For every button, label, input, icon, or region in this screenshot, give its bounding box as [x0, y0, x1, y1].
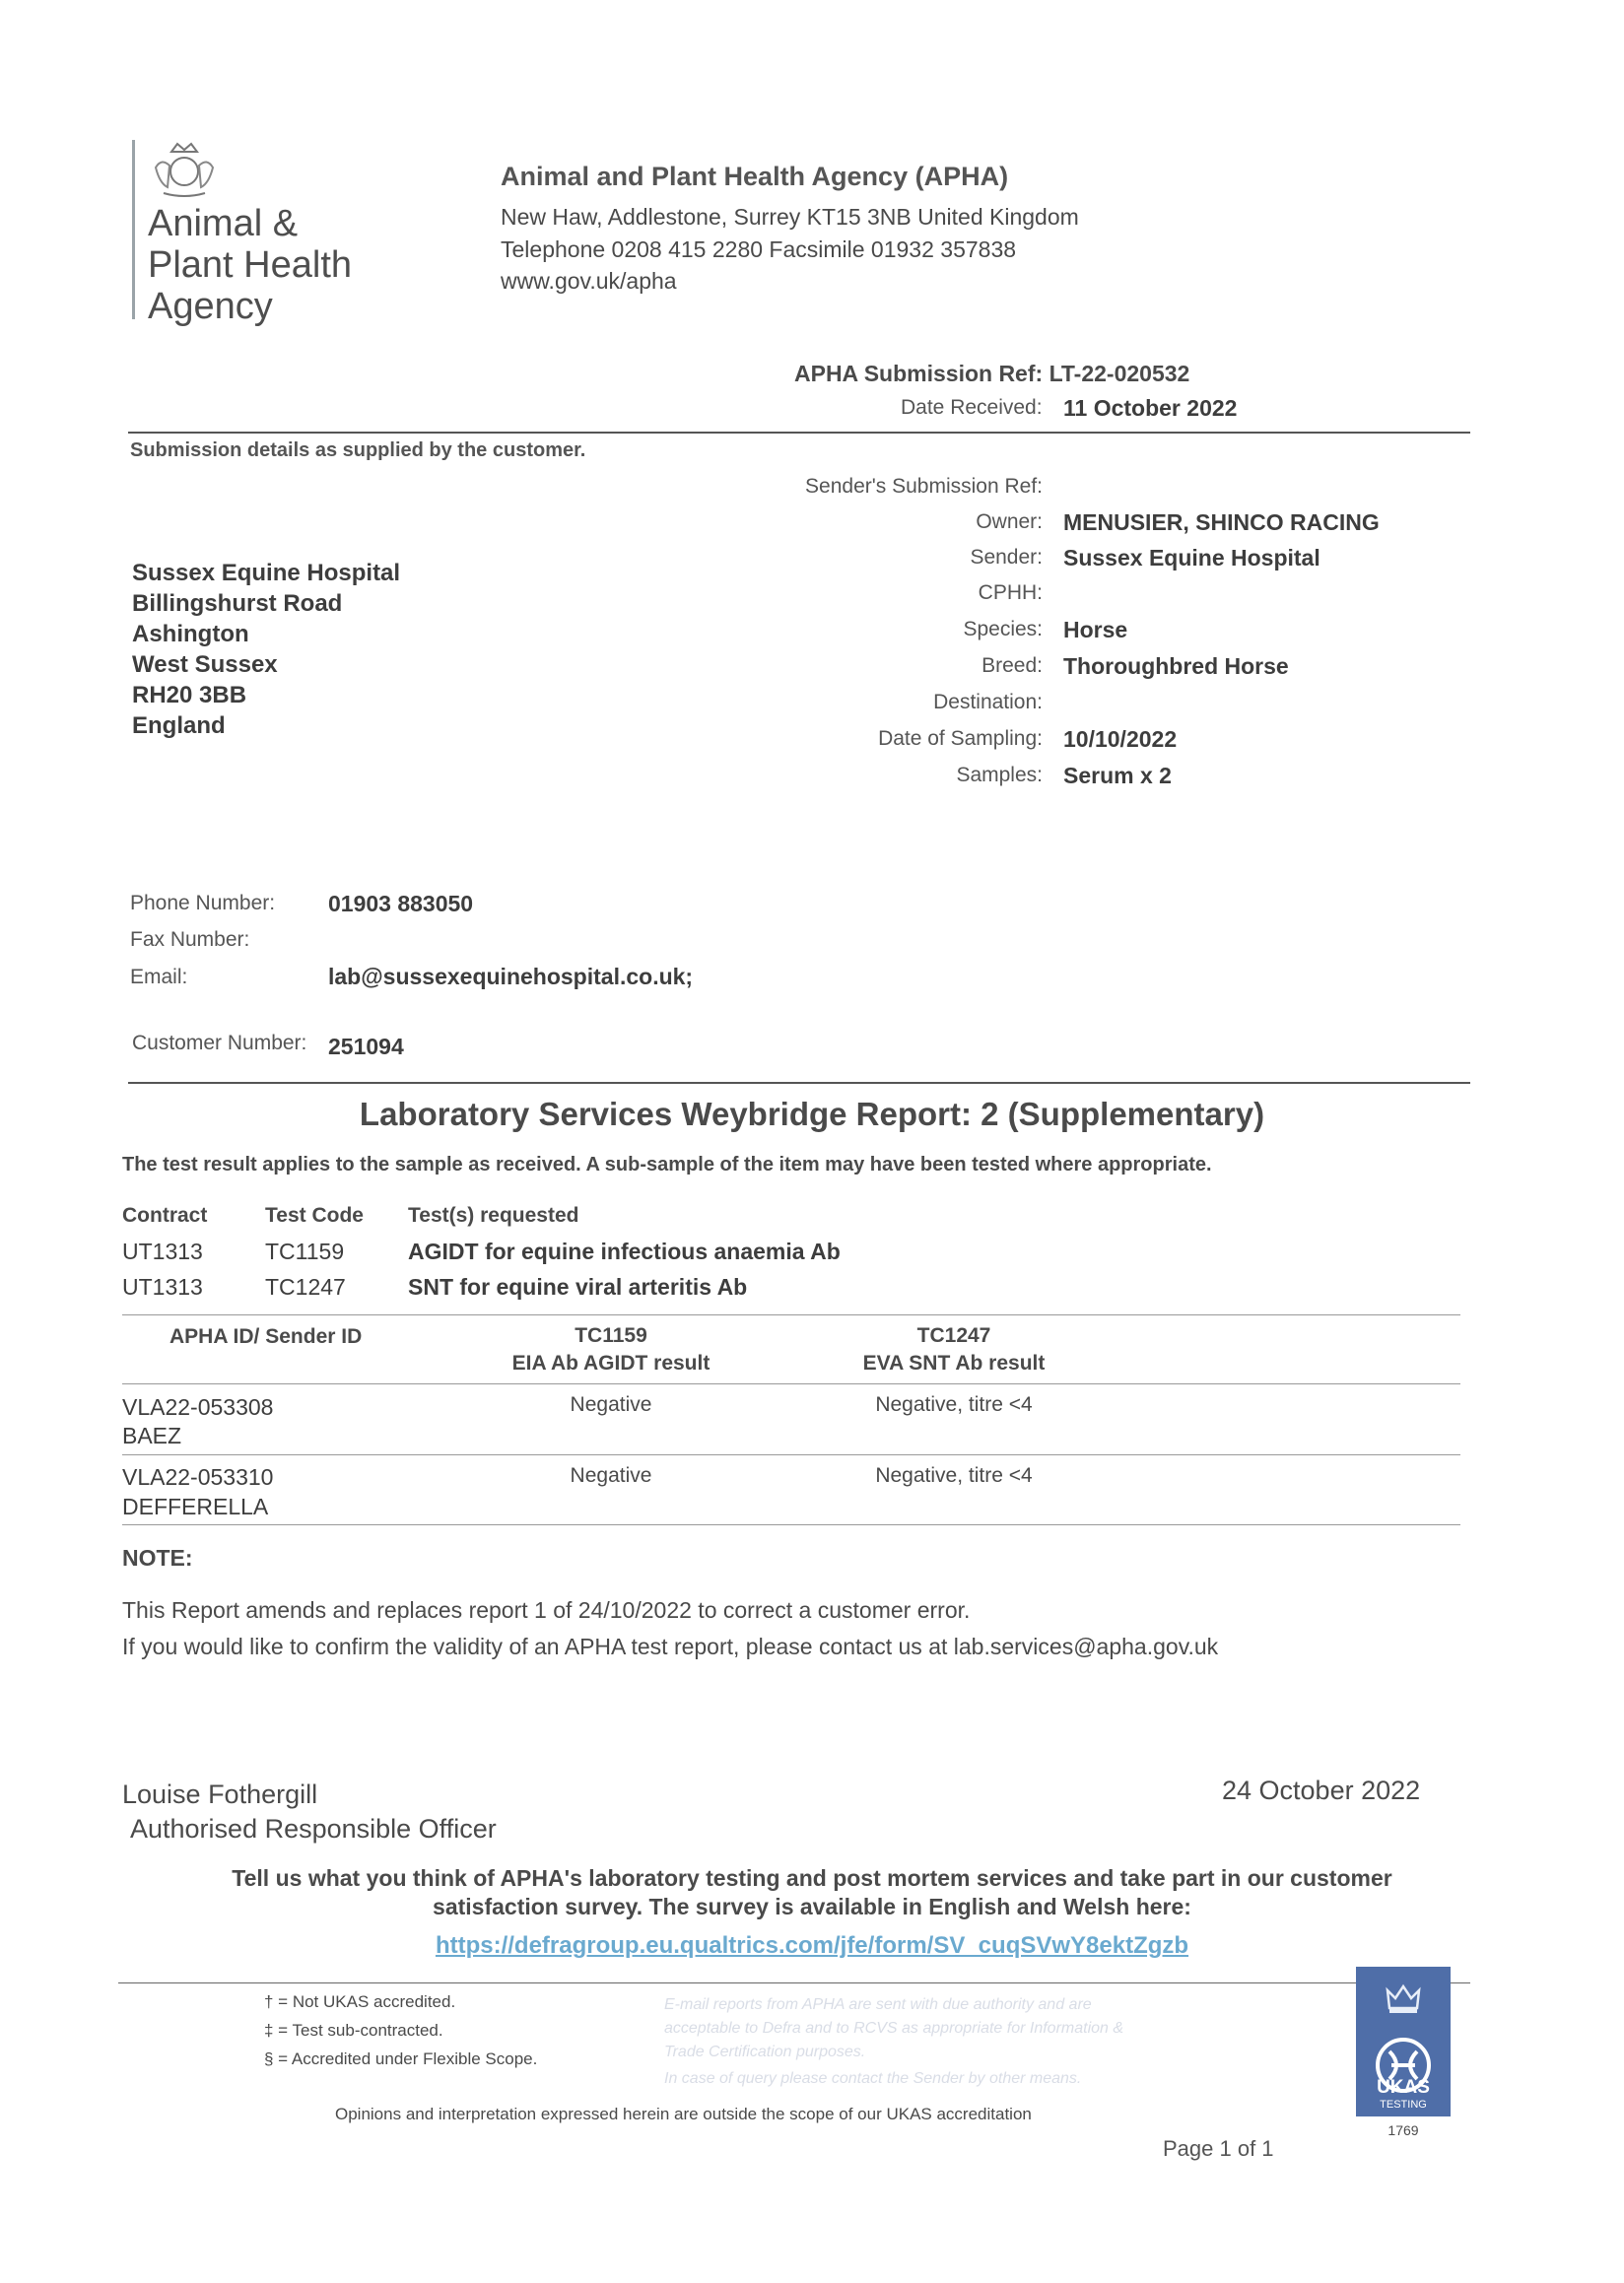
- org-name: Animal and Plant Health Agency (APHA): [501, 162, 1009, 191]
- results-top-rule: [122, 1314, 1460, 1315]
- submission-ref-label: APHA Submission Ref:: [794, 361, 1044, 386]
- address-line-3: Ashington: [132, 621, 249, 647]
- test-1-name: AGIDT for equine infectious anaemia Ab: [408, 1239, 841, 1264]
- report-date: 24 October 2022: [1222, 1776, 1421, 1805]
- tests-header-code: Test Code: [265, 1204, 364, 1227]
- report-title: Laboratory Services Weybridge Report: 2 (Supplementary): [359, 1096, 1265, 1132]
- ukas-sub-text: TESTING: [1380, 2099, 1427, 2111]
- faded-note-line-3: Trade Certification purposes.: [664, 2044, 866, 2060]
- report-rule: [128, 1082, 1470, 1084]
- submission-details-note: Submission details as supplied by the customer.: [130, 439, 586, 461]
- field-label-cphh: CPHH:: [978, 581, 1043, 604]
- customer-number-value: 251094: [328, 1034, 404, 1059]
- test-2-contract: UT1313: [122, 1274, 203, 1300]
- survey-link[interactable]: https://defragroup.eu.qualtrics.com/jfe/form/SV_cuqSVwY8ektZgzb: [435, 1932, 1189, 1959]
- signatory-role: Authorised Responsible Officer: [130, 1814, 497, 1844]
- ukas-text: UKAS: [1377, 2077, 1430, 2098]
- results-row-rule: [122, 1454, 1460, 1455]
- survey-line-2: satisfaction survey. The survey is available in English and Welsh here:: [433, 1894, 1191, 1919]
- legend-not-accredited: † = Not UKAS accredited.: [264, 1992, 456, 2011]
- signatory-name: Louise Fothergill: [122, 1779, 318, 1809]
- customer-number-label: Customer Number:: [132, 1032, 307, 1054]
- result-1-eia: Negative: [570, 1393, 652, 1416]
- faded-note-line-4: In case of query please contact the Sender by other means.: [664, 2070, 1082, 2087]
- results-bottom-rule: [122, 1524, 1460, 1525]
- ukas-number: 1769: [1387, 2122, 1419, 2138]
- address-line-2: Billingshurst Road: [132, 590, 343, 617]
- note-heading: NOTE:: [122, 1545, 193, 1571]
- field-value-samples: Serum x 2: [1063, 763, 1172, 788]
- crown-icon: [1384, 1981, 1423, 2016]
- logo-divider: [132, 140, 135, 319]
- result-1-eva: Negative, titre <4: [875, 1393, 1033, 1416]
- org-web: www.gov.uk/apha: [501, 268, 677, 294]
- page-number: Page 1 of 1: [1163, 2136, 1274, 2161]
- legend-sub-contracted: ‡ = Test sub-contracted.: [264, 2021, 443, 2040]
- phone-label: Phone Number:: [130, 892, 276, 914]
- tests-header-name: Test(s) requested: [408, 1204, 579, 1227]
- field-value-sender: Sussex Equine Hospital: [1063, 545, 1320, 571]
- footer-rule: [118, 1982, 1470, 1983]
- tests-header-contract: Contract: [122, 1204, 208, 1227]
- date-received-label: Date Received:: [901, 396, 1043, 419]
- result-2-sender-id: DEFFERELLA: [122, 1494, 269, 1519]
- faded-note-line-2: acceptable to Defra and to RCVS as appropriate for Information &: [664, 2020, 1124, 2037]
- field-label-breed: Breed:: [981, 654, 1043, 677]
- field-value-date-of-sampling: 10/10/2022: [1063, 726, 1178, 752]
- field-label-sender-ref: Sender's Submission Ref:: [805, 475, 1043, 498]
- field-label-date-of-sampling: Date of Sampling:: [878, 727, 1043, 750]
- field-value-owner: MENUSIER, SHINCO RACING: [1063, 509, 1380, 535]
- test-1-contract: UT1313: [122, 1239, 203, 1264]
- results-header-id: APHA ID/ Sender ID: [169, 1325, 363, 1348]
- note-line-2: If you would like to confirm the validity of an APHA test report, please contact us at lab.services@apha.gov.uk: [122, 1634, 1219, 1659]
- address-line-1: Sussex Equine Hospital: [132, 560, 401, 586]
- results-header-col1-code: TC1159: [575, 1324, 647, 1347]
- logo-text-line-2: Plant Health: [148, 244, 353, 286]
- results-header-col2-code: TC1247: [916, 1324, 991, 1347]
- survey-line-1: Tell us what you think of APHA's laboratory testing and post mortem services and take part in our customer: [232, 1865, 1392, 1891]
- submission-ref-value: LT-22-020532: [1049, 361, 1190, 386]
- address-line-4: West Sussex: [132, 651, 278, 678]
- ukas-badge: [1356, 1967, 1451, 2116]
- email-label: Email:: [130, 966, 188, 988]
- ukas-opinion-note: Opinions and interpretation expressed herein are outside the scope of our UKAS accreditation: [335, 2105, 1032, 2123]
- results-header-col1-name: EIA Ab AGIDT result: [511, 1352, 710, 1375]
- logo-text-line-1: Animal &: [148, 203, 299, 244]
- field-value-breed: Thoroughbred Horse: [1063, 653, 1289, 679]
- address-line-5: RH20 3BB: [132, 682, 247, 708]
- phone-value: 01903 883050: [328, 891, 474, 916]
- email-value: lab@sussexequinehospital.co.uk;: [328, 964, 694, 989]
- test-2-code: TC1247: [265, 1274, 346, 1300]
- applies-note: The test result applies to the sample as received. A sub-sample of the item may have been tested where appropriate.: [122, 1154, 1212, 1175]
- address-line-6: England: [132, 712, 226, 739]
- field-label-sender: Sender:: [970, 546, 1043, 569]
- field-value-species: Horse: [1063, 617, 1128, 642]
- note-line-1: This Report amends and replaces report 1 of 24/10/2022 to correct a customer error.: [122, 1597, 971, 1623]
- header-rule: [128, 432, 1470, 434]
- result-2-eva: Negative, titre <4: [875, 1464, 1033, 1487]
- logo-text-line-3: Agency: [148, 286, 273, 327]
- results-header-col2-name: EVA SNT Ab result: [862, 1352, 1046, 1375]
- faded-note-line-1: E-mail reports from APHA are sent with due authority and are: [664, 1996, 1092, 2013]
- test-2-name: SNT for equine viral arteritis Ab: [408, 1274, 748, 1300]
- fax-label: Fax Number:: [130, 928, 250, 951]
- royal-crest-icon: [150, 138, 219, 199]
- field-label-samples: Samples:: [956, 764, 1043, 786]
- results-header-rule: [122, 1383, 1460, 1384]
- result-1-sender-id: BAEZ: [122, 1423, 182, 1448]
- field-label-species: Species:: [963, 618, 1043, 640]
- result-2-eia: Negative: [570, 1464, 652, 1487]
- result-1-apha-id: VLA22-053308: [122, 1394, 274, 1420]
- test-1-code: TC1159: [265, 1239, 345, 1264]
- org-address: New Haw, Addlestone, Surrey KT15 3NB United Kingdom: [501, 204, 1079, 230]
- field-label-destination: Destination:: [933, 691, 1043, 713]
- field-label-owner: Owner:: [976, 510, 1043, 533]
- result-2-apha-id: VLA22-053310: [122, 1464, 274, 1490]
- org-phone: Telephone 0208 415 2280 Facsimile 01932 357838: [501, 236, 1017, 262]
- legend-flexible-scope: § = Accredited under Flexible Scope.: [264, 2049, 538, 2068]
- date-received-value: 11 October 2022: [1063, 395, 1238, 421]
